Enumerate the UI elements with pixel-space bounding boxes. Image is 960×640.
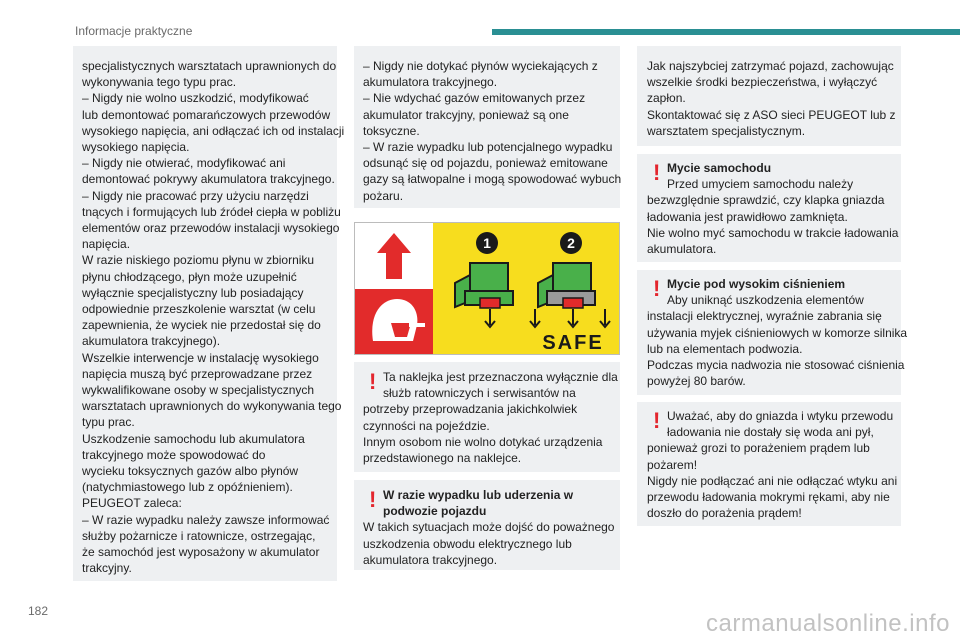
text-line: Wszelkie interwencje w instalację wysokiego <box>82 350 319 365</box>
text-line: akumulatora. <box>647 242 717 257</box>
text-line: przedstawionego na naklejce. <box>363 451 522 466</box>
text-line: (natychmiastowego lub z opóźnieniem). <box>82 480 293 495</box>
text-line: napięcia. <box>82 237 131 252</box>
col3-pressure-wash-box <box>637 270 908 395</box>
text-line: Ta naklejka jest przeznaczona wyłącznie dla <box>383 370 618 384</box>
text-line: Jak najszybciej zatrzymać pojazd, zachowując <box>647 59 894 73</box>
text-line: Uważać, aby do gniazda i wtyku przewodu <box>667 409 894 423</box>
col3-car-wash-box <box>637 154 901 262</box>
col3-charging-socket-box <box>637 402 901 526</box>
text-line: bezwzględnie sprawdzić, czy klapka gniazda <box>647 193 885 208</box>
text-line: tnących i formujących lub źródeł ciepła w pobliżu <box>82 204 341 219</box>
badge-1-label: 1 <box>483 235 491 251</box>
text-line: demontować pokrywy akumulatora trakcyjnego. <box>82 172 335 187</box>
text-line: napięcia muszą być przeprowadzane przez <box>82 366 313 381</box>
text-line: – Nigdy nie otwierać, modyfikować ani <box>82 156 286 171</box>
col2-accident-box <box>354 480 620 570</box>
text-line: PEUGEOT zaleca: <box>82 496 182 511</box>
text-line: że samochód jest wyposażony w akumulator <box>82 545 320 560</box>
text-line: akumulatora trakcyjnego). <box>82 334 221 349</box>
warning-title: W razie wypadku lub uderzenia w <box>383 488 574 502</box>
text-line: akumulatora trakcyjnego. <box>363 75 498 90</box>
text-line: toksyczne. <box>363 123 420 138</box>
text-line: typu prac. <box>82 415 135 430</box>
text-line: – Nie wdychać gazów emitowanych przez <box>363 91 586 106</box>
text-line: używania myjek ciśnieniowych w komorze silnika <box>647 325 908 340</box>
text-line: ponieważ grozi to porażeniem prądem lub <box>647 441 870 456</box>
text-line: trakcyjnego może spowodować do <box>82 447 266 462</box>
text-line: ładowania jest prawidłowo zamknięta. <box>647 209 848 224</box>
warning-icon: ! <box>653 408 661 433</box>
warning-title: Mycie samochodu <box>667 161 772 175</box>
text-line: akumulatora trakcyjnego. <box>363 552 498 567</box>
text-line: Aby uniknąć uszkodzenia elementów <box>667 293 864 308</box>
warning-icon: ! <box>653 160 661 185</box>
text-line: specjalistycznych warsztatach uprawnionych do <box>82 59 337 73</box>
text-line: służb ratowniczych i serwisantów na <box>383 386 576 401</box>
col2-warning-sticker-box <box>354 362 620 472</box>
text-line: trakcyjny. <box>82 561 132 576</box>
text-line: Nie wolno myć samochodu w trakcie ładowania <box>647 225 899 240</box>
text-line: lub na elementach podwozia. <box>647 341 803 356</box>
col3-instructions-box <box>637 46 901 146</box>
text-line: – W razie wypadku należy zawsze informować <box>82 512 330 527</box>
text-line: pożaru. <box>363 188 404 203</box>
text-line: wysokiego napięcia. <box>82 140 190 155</box>
watermark: carmanualsonline.info <box>706 610 950 637</box>
text-line: zapewnienia, że wyciek nie przedostał się do <box>82 318 321 333</box>
text-line: uszkodzenia obwodu elektrycznego lub <box>363 536 572 551</box>
badge-2-label: 2 <box>567 235 575 251</box>
text-line: służby pożarnicze i ratownicze, ostrzegając, <box>82 528 316 543</box>
text-line: Nigdy nie podłączać ani nie odłączać wtyku ani <box>647 473 898 488</box>
header-title: Informacje praktyczne <box>75 24 193 38</box>
text-line: Podczas mycia nadwozia nie stosować ciśnienia <box>647 358 905 373</box>
warning-icon: ! <box>653 276 661 301</box>
text-line: instalacji elektrycznej, wyraźnie zabrania się <box>647 309 882 324</box>
page-number: 182 <box>28 604 49 618</box>
warning-icon: ! <box>369 369 377 394</box>
text-line: wszelkie środki bezpieczeństwa, i wyłączyć <box>647 75 878 90</box>
text-line: potrzeby przeprowadzania jakichkolwiek <box>363 402 578 417</box>
text-line: – W razie wypadku lub potencjalnego wypadku <box>363 140 613 155</box>
emergency-label-image <box>354 222 620 355</box>
col1-text-box <box>73 46 345 581</box>
text-line: elementów oraz przewodów instalacji wysokiego <box>82 221 340 236</box>
text-line: odsunąć się od pojazdu, ponieważ emitowane <box>363 156 608 171</box>
text-line: – Nigdy nie pracować przy użyciu narzędzi <box>82 188 309 203</box>
text-line: wykwalifikowane osoby w specjalistycznych <box>82 383 315 398</box>
text-line: wysokiego napięcia, ani odłączać ich od instalacji <box>82 123 345 138</box>
warning-title: podwozie pojazdu <box>383 504 487 519</box>
header-accent-bar <box>492 29 960 35</box>
text-line: czynności na pojeździe. <box>363 418 490 433</box>
text-line: W razie niskiego poziomu płynu w zbiorniku <box>82 253 315 268</box>
text-line: płynu chłodzącego, płyn może uzupełnić <box>82 269 297 284</box>
text-line: gazy są łatwopalne i mogą spowodować wybuch <box>363 172 622 187</box>
text-line: wyłącznie specjalistyczny lub posiadający <box>82 285 304 300</box>
text-line: wycieku toksycznych gazów albo płynów <box>82 464 299 479</box>
safe-label: SAFE <box>542 332 604 354</box>
text-line: warsztatem specjalistycznym. <box>647 123 806 138</box>
text-line: ładowania nie dostały się woda ani pył, <box>667 425 874 440</box>
text-line: Przed umyciem samochodu należy <box>667 177 854 192</box>
text-line: doszło do porażenia prądem! <box>647 506 802 521</box>
text-line: odpowiednie przeszkolenie warsztat (w celu <box>82 302 316 317</box>
text-line: Uszkodzenie samochodu lub akumulatora <box>82 431 305 446</box>
text-line: – Nigdy nie wolno uszkodzić, modyfikować <box>82 91 309 106</box>
col2-warnings-box <box>354 46 620 208</box>
text-line: warsztatach uprawnionych do wykonywania tego <box>82 399 342 414</box>
text-line: – Nigdy nie dotykać płynów wyciekających z <box>363 59 598 73</box>
text-line: powyżej 80 barów. <box>647 374 746 389</box>
text-line: przewodu ładowania mokrymi rękami, aby nie <box>647 490 890 505</box>
warning-title: Mycie pod wysokim ciśnieniem <box>667 277 846 291</box>
text-line: lub demontować pomarańczowych przewodów <box>82 107 331 122</box>
text-line: Innym osobom nie wolno dotykać urządzenia <box>363 434 603 449</box>
text-line: Skontaktować się z ASO sieci PEUGEOT lub z <box>647 107 896 122</box>
text-line: zapłon. <box>647 91 686 106</box>
text-line: wykonywania tego typu prac. <box>82 75 237 90</box>
text-line: akumulator trakcyjny, ponieważ są one <box>363 107 569 122</box>
warning-icon: ! <box>369 487 377 512</box>
text-line: pożarem! <box>647 457 698 472</box>
text-line: W takich sytuacjach może dojść do poważnego <box>363 520 615 535</box>
